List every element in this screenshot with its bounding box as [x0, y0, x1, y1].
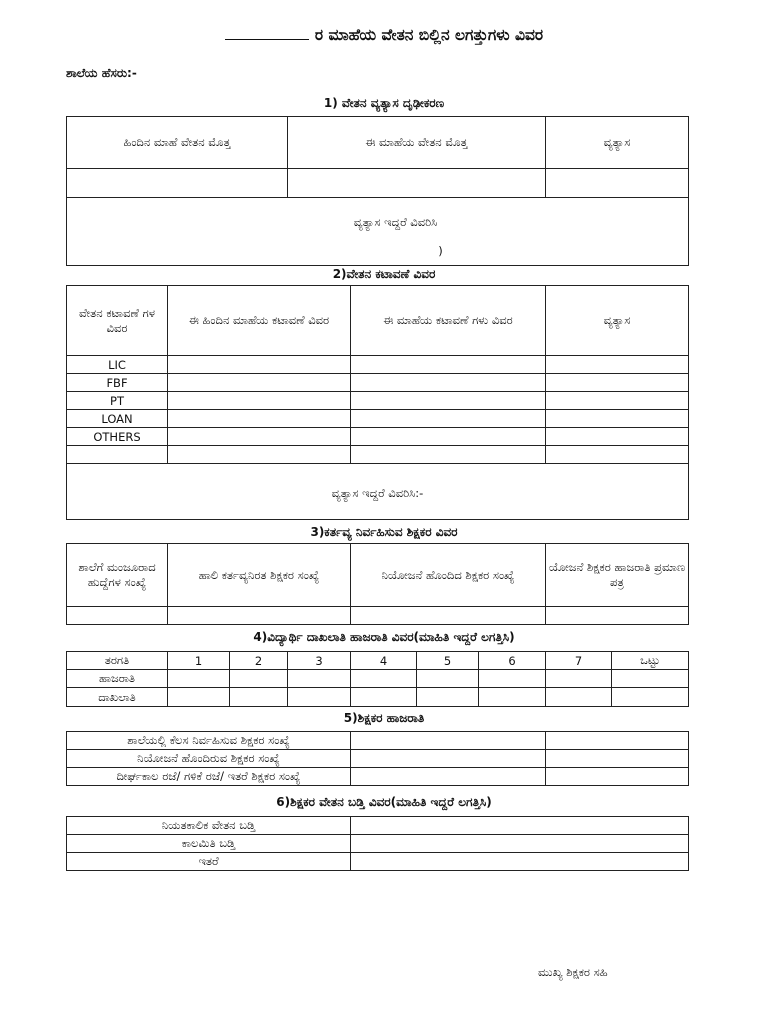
- section1-heading: 1) ವೇತನ ವ್ಯತ್ಯಾಸ ದೃಢೀಕರಣ: [323, 96, 445, 110]
- table-cell[interactable]: [351, 428, 546, 446]
- table-cell[interactable]: [546, 356, 689, 374]
- header-class: ತರಗತಿ: [67, 652, 168, 670]
- table-cell[interactable]: [168, 410, 351, 428]
- header-difference: ವ್ಯತ್ಯಾಸ: [546, 117, 689, 169]
- row-label-attendance: ಹಾಜರಾತಿ: [67, 670, 168, 688]
- table-cell[interactable]: [546, 410, 689, 428]
- header-deputed-teachers: ನಿಯೋಜನೆ ಹೊಂದಿದ ಶಿಕ್ಷಕರ ಸಂಖ್ಯೆ: [351, 544, 546, 607]
- header-class-5: 5: [417, 652, 479, 670]
- header-deduction-difference: ವ್ಯತ್ಯಾಸ: [546, 286, 689, 356]
- table-row: [67, 356, 689, 374]
- row-label-fbf: FBF: [67, 374, 168, 392]
- header-class-7: 7: [546, 652, 612, 670]
- table-cell[interactable]: [168, 356, 351, 374]
- table-cell[interactable]: [546, 374, 689, 392]
- header-total: ಒಟ್ಟು: [612, 652, 689, 670]
- table-cell[interactable]: [351, 410, 546, 428]
- table-row: [67, 835, 689, 853]
- table-cell[interactable]: [546, 428, 689, 446]
- table-cell[interactable]: [546, 750, 689, 768]
- table-row: [67, 688, 689, 707]
- prev-month-salary-cell[interactable]: [67, 169, 288, 198]
- table-cell[interactable]: [351, 835, 689, 853]
- table-cell[interactable]: [168, 446, 351, 464]
- table-cell[interactable]: [67, 607, 168, 625]
- header-sanctioned-posts: ಶಾಲೆಗೆ ಮಂಜೂರಾದ ಹುದ್ದೆಗಳ ಸಂಖ್ಯೆ: [67, 544, 168, 607]
- table-cell[interactable]: [351, 446, 546, 464]
- table-cell[interactable]: [351, 732, 546, 750]
- header-class-3: 3: [288, 652, 351, 670]
- student-attendance-table: [66, 651, 689, 707]
- table-cell[interactable]: [168, 670, 230, 688]
- table-cell[interactable]: [351, 750, 546, 768]
- row-label-pt: PT: [67, 392, 168, 410]
- row-label-blank[interactable]: [67, 446, 168, 464]
- row-label-enrolment: ದಾಖಲಾತಿ: [67, 688, 168, 707]
- deductions-table: [66, 285, 689, 520]
- table-cell[interactable]: [479, 670, 546, 688]
- table-row: [67, 446, 689, 464]
- table-cell[interactable]: [479, 688, 546, 707]
- table-row: [67, 428, 689, 446]
- header-this-month-deduction: ಈ ಮಾಹೆಯ ಕಟಾವಣೆ ಗಳು ವಿವರ: [351, 286, 546, 356]
- table-cell[interactable]: [288, 670, 351, 688]
- table-cell[interactable]: [546, 446, 689, 464]
- table-cell[interactable]: [351, 356, 546, 374]
- table-cell[interactable]: [351, 688, 417, 707]
- table-row: [67, 732, 689, 750]
- table-cell[interactable]: [230, 688, 288, 707]
- table-cell[interactable]: [546, 768, 689, 786]
- header-attendance-certificate: ಯೋಜನೆ ಶಿಕ್ಷಕರ ಹಾಜರಾತಿ ಪ್ರಮಾಣ ಪತ್ರ: [546, 544, 689, 607]
- header-class-1: 1: [168, 652, 230, 670]
- difference-explanation-cell[interactable]: [67, 198, 689, 266]
- table-row: [67, 670, 689, 688]
- table-cell[interactable]: [417, 688, 479, 707]
- table-cell[interactable]: [351, 817, 689, 835]
- table-row: [67, 853, 689, 871]
- table-row: [67, 768, 689, 786]
- header-class-2: 2: [230, 652, 288, 670]
- difference-explanation-label: ವ್ಯತ್ಯಾಸ ಇದ್ದರೆ ವಿವರಿಸಿ: [353, 214, 438, 229]
- table-cell[interactable]: [546, 732, 689, 750]
- table-row: [67, 410, 689, 428]
- section3-heading: 3)ಕರ್ತವ್ಯ ನಿರ್ವಹಿಸುವ ಶಿಕ್ಷಕರ ವಿವರ: [310, 525, 458, 539]
- section4-heading: 4)ವಿದ್ಯಾರ್ಥಿ ದಾಖಲಾತಿ ಹಾಜರಾತಿ ವಿವರ(ಮಾಹಿತಿ ಇದ್ದರೆ ಲಗತ್ತಿಸಿ): [253, 630, 515, 644]
- header-working-teachers: ಹಾಲಿ ಕರ್ತವ್ಯನಿರತ ಶಿಕ್ಷಕರ ಸಂಖ್ಯೆ: [168, 544, 351, 607]
- row-label-leave-teachers: ದೀರ್ಘಕಾಲ ರಜೆ/ ಗಳಿಕೆ ರಜೆ/ ಇತರೆ ಶಿಕ್ಷಕರ ಸಂಖ್ಯೆ: [67, 768, 351, 786]
- table-cell[interactable]: [230, 670, 288, 688]
- table-cell[interactable]: [288, 688, 351, 707]
- increment-table: [66, 816, 689, 871]
- table-cell[interactable]: [168, 374, 351, 392]
- table-cell[interactable]: [351, 670, 417, 688]
- row-label-loan: LOAN: [67, 410, 168, 428]
- section5-heading: 5)ಶಿಕ್ಷಕರ ಹಾಜರಾತಿ: [343, 711, 425, 725]
- row-label-deputed-teachers: ನಿಯೋಜನೆ ಹೊಂದಿರುವ ಶಿಕ್ಷಕರ ಸಂಖ್ಯೆ: [67, 750, 351, 768]
- table-cell[interactable]: [351, 607, 546, 625]
- table-row: [67, 817, 689, 835]
- table-cell[interactable]: [546, 670, 612, 688]
- table-cell[interactable]: [351, 392, 546, 410]
- header-prev-month-salary: ಹಿಂದಿನ ಮಾಹೆ ವೇತನ ಮೊತ್ತ: [67, 117, 288, 169]
- table-cell[interactable]: [168, 607, 351, 625]
- table-cell[interactable]: [168, 392, 351, 410]
- salary-difference-table: [66, 116, 689, 266]
- closing-paren: ): [438, 243, 443, 258]
- header-this-month-salary: ಈ ಮಾಹೆಯ ವೇತನ ಮೊತ್ತ: [288, 117, 546, 169]
- this-month-salary-cell[interactable]: [288, 169, 546, 198]
- table-cell[interactable]: [612, 688, 689, 707]
- table-row: [67, 750, 689, 768]
- row-label-time-bound-increment: ಕಾಲಮಿತಿ ಬಡ್ತಿ: [67, 835, 351, 853]
- document-title: ರ ಮಾಹೆಯ ವೇತನ ಬಿಲ್ಲಿನ ಲಗತ್ತುಗಳು ವಿವರ: [0, 24, 768, 45]
- table-cell[interactable]: [168, 688, 230, 707]
- month-blank-line[interactable]: [225, 24, 309, 40]
- table-cell[interactable]: [612, 670, 689, 688]
- table-row: [67, 374, 689, 392]
- table-cell[interactable]: [351, 374, 546, 392]
- row-label-others: OTHERS: [67, 428, 168, 446]
- table-cell[interactable]: [351, 768, 546, 786]
- table-cell[interactable]: [546, 392, 689, 410]
- deduction-explanation-cell[interactable]: [67, 464, 689, 520]
- row-label-periodic-increment: ನಿಯತಕಾಲಿಕ ವೇತನ ಬಡ್ತಿ: [67, 817, 351, 835]
- table-cell[interactable]: [351, 853, 689, 871]
- header-class-4: 4: [351, 652, 417, 670]
- header-prev-month-deduction: ಈ ಹಿಂದಿನ ಮಾಹೆಯ ಕಟಾವಣೆ ವಿವರ: [168, 286, 351, 356]
- section2-heading: 2)ವೇತನ ಕಟಾವಣೆ ವಿವರ: [332, 267, 436, 281]
- row-label-working-teachers: ಶಾಲೆಯಲ್ಲಿ ಕೆಲಸ ನಿರ್ವಹಿಸುವ ಶಿಕ್ಷಕರ ಸಂಖ್ಯೆ: [67, 732, 351, 750]
- section6-heading: 6)ಶಿಕ್ಷಕರ ವೇತನ ಬಡ್ತಿ ವಿವರ(ಮಾಹಿತಿ ಇದ್ದರೆ ಲಗತ್ತಿಸಿ): [276, 795, 492, 809]
- table-cell[interactable]: [168, 428, 351, 446]
- headmaster-signature-label: ಮುಖ್ಯ ಶಿಕ್ಷಕರ ಸಹಿ: [538, 965, 608, 979]
- school-name-label: ಶಾಲೆಯ ಹೆಸರು:-: [66, 66, 137, 80]
- table-cell[interactable]: [417, 670, 479, 688]
- deduction-explanation-label: ವ್ಯತ್ಯಾಸ ಇದ್ದರೆ ವಿವರಿಸಿ:-: [331, 485, 424, 500]
- table-cell[interactable]: [546, 607, 689, 625]
- header-deduction-details: ವೇತನ ಕಟಾವಣೆ ಗಳ ವಿವರ: [67, 286, 168, 356]
- header-class-6: 6: [479, 652, 546, 670]
- teachers-on-duty-table: [66, 543, 689, 625]
- table-cell[interactable]: [546, 688, 612, 707]
- table-row: [67, 392, 689, 410]
- difference-cell[interactable]: [546, 169, 689, 198]
- teacher-attendance-table: [66, 731, 689, 786]
- row-label-lic: LIC: [67, 356, 168, 374]
- row-label-others: ಇತರೆ: [67, 853, 351, 871]
